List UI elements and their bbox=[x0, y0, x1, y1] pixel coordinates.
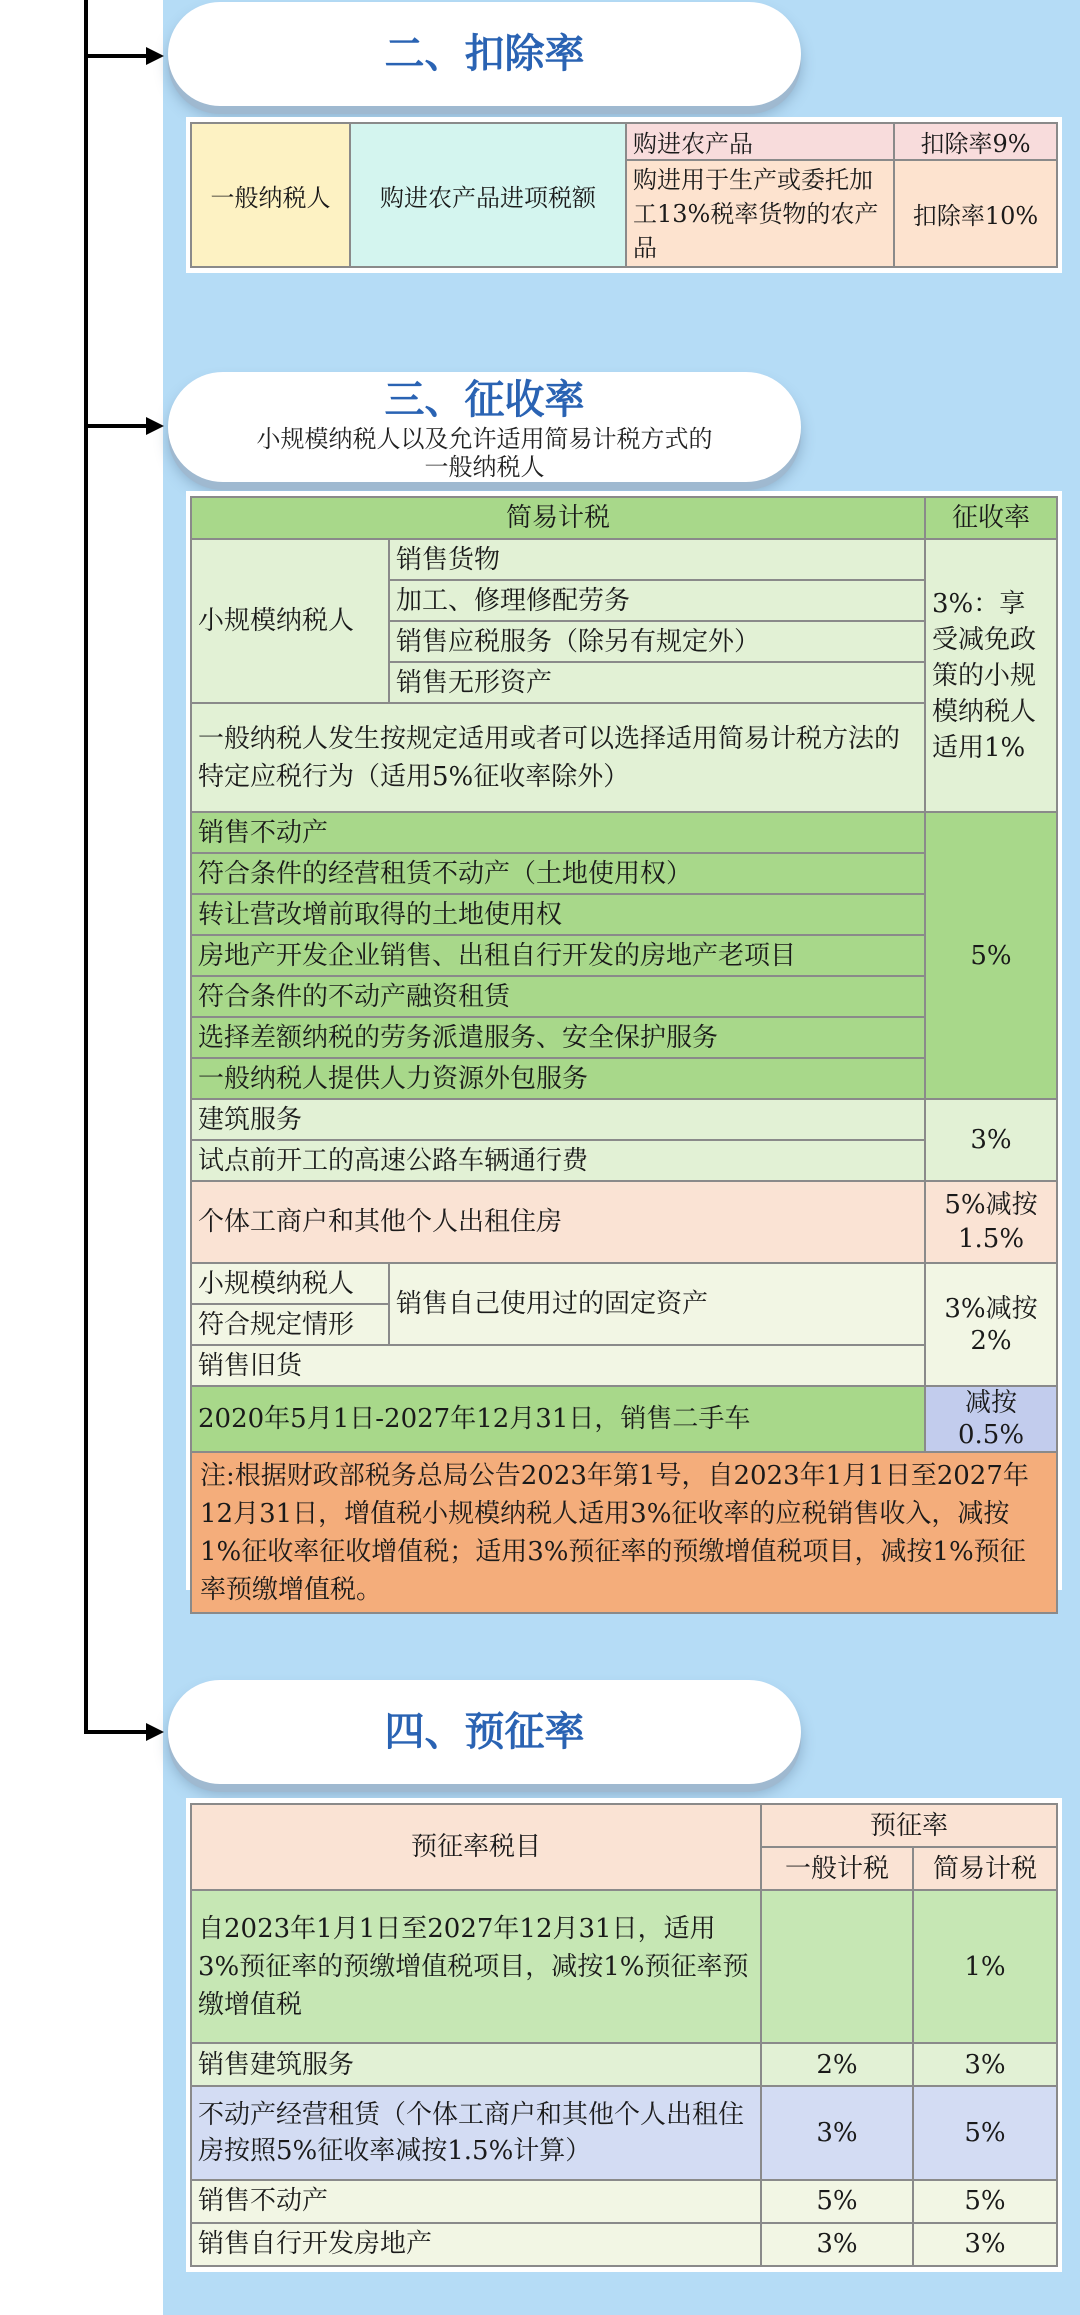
prepay-row-simple: 5% bbox=[913, 2086, 1057, 2179]
arrow-right-icon bbox=[146, 1723, 164, 1741]
section-3-title: 三、征收率 bbox=[384, 377, 585, 423]
prepay-table bbox=[190, 1803, 1058, 2267]
five-item: 一般纳税人提供人力资源外包服务 bbox=[191, 1058, 925, 1099]
item-cell: 购进农产品进项税额 bbox=[350, 123, 626, 267]
used-car-rate-cell: 减按0.5% bbox=[925, 1386, 1057, 1452]
small-item: 销售应税服务（除另有规定外） bbox=[389, 621, 925, 662]
arrow-right-icon bbox=[146, 47, 164, 65]
prepay-row-item: 销售不动产 bbox=[191, 2180, 761, 2223]
five-item: 选择差额纳税的劳务派遣服务、安全保护服务 bbox=[191, 1017, 925, 1058]
prepay-row-general: 2% bbox=[761, 2043, 913, 2086]
rate-3-small-cell: 3%：享受减免政策的小规模纳税人适用1% bbox=[925, 539, 1057, 812]
prepay-row-general: 3% bbox=[761, 2086, 913, 2179]
prepay-row-general bbox=[761, 1890, 913, 2043]
three-item: 试点前开工的高速公路车辆通行费 bbox=[191, 1140, 925, 1181]
prepay-row-item: 销售建筑服务 bbox=[191, 2043, 761, 2086]
prepay-row-general: 5% bbox=[761, 2180, 913, 2223]
deduction-table bbox=[190, 122, 1058, 268]
small-taxpayer-cell: 小规模纳税人 bbox=[191, 539, 389, 703]
prepay-row-simple: 3% bbox=[913, 2043, 1057, 2086]
prepay-head-simple: 简易计税 bbox=[913, 1847, 1057, 1890]
section-3-subtitle-line2: 一般纳税人 bbox=[424, 453, 545, 481]
section-2-header bbox=[168, 2, 801, 106]
prepay-row-general: 3% bbox=[761, 2223, 913, 2266]
prepay-head-rate: 预征率 bbox=[761, 1804, 1057, 1847]
five-item: 转让营改增前取得的土地使用权 bbox=[191, 894, 925, 935]
small-item: 销售无形资产 bbox=[389, 662, 925, 703]
used-car-cell: 2020年5月1日-2027年12月31日，销售二手车 bbox=[191, 1386, 925, 1452]
used-goods-cell: 销售旧货 bbox=[191, 1345, 925, 1386]
prepay-row-item: 销售自行开发房地产 bbox=[191, 2223, 761, 2266]
levy-table bbox=[190, 496, 1058, 1614]
individual-rent-cell: 个体工商户和其他个人出租住房 bbox=[191, 1181, 925, 1263]
qualified-cell: 符合规定情形 bbox=[191, 1304, 389, 1345]
row1-desc: 购进农产品 bbox=[626, 123, 894, 160]
rate-3-cell: 3% bbox=[925, 1099, 1057, 1181]
row1-rate: 扣除率9% bbox=[894, 123, 1057, 160]
prepay-head-general: 一般计税 bbox=[761, 1847, 913, 1890]
small-item: 加工、修理修配劳务 bbox=[389, 580, 925, 621]
individual-rate-cell: 5%减按1.5% bbox=[925, 1181, 1057, 1263]
prepay-head-item: 预征率税目 bbox=[191, 1804, 761, 1890]
five-item: 符合条件的不动产融资租赁 bbox=[191, 976, 925, 1017]
prepay-row-simple: 5% bbox=[913, 2180, 1057, 2223]
rate-5-cell: 5% bbox=[925, 812, 1057, 1099]
prepay-row-item: 不动产经营租赁（个体工商户和其他个人出租住房按照5%征收率减按1.5%计算） bbox=[191, 2086, 761, 2179]
row2-desc: 购进用于生产或委托加工13%税率货物的农产品 bbox=[626, 160, 894, 267]
section-2-title: 二、扣除率 bbox=[384, 31, 585, 77]
taxpayer-cell: 一般纳税人 bbox=[191, 123, 350, 267]
connector-branch-3 bbox=[84, 424, 148, 428]
section-3-subtitle-line1: 小规模纳税人以及允许适用简易计税方式的 bbox=[256, 425, 713, 453]
rate-3-to-2-cell: 3%减按2% bbox=[925, 1263, 1057, 1386]
small-taxpayer-2-cell: 小规模纳税人 bbox=[191, 1263, 389, 1304]
five-item: 销售不动产 bbox=[191, 812, 925, 853]
connector-branch-4 bbox=[84, 1730, 148, 1734]
used-assets-cell: 销售自己使用过的固定资产 bbox=[389, 1263, 925, 1345]
connector-vertical-line bbox=[84, 0, 88, 1734]
levy-head-left: 简易计税 bbox=[191, 497, 925, 539]
levy-head-right: 征收率 bbox=[925, 497, 1057, 539]
prepay-row-simple: 1% bbox=[913, 1890, 1057, 2043]
general-special-cell: 一般纳税人发生按规定适用或者可以选择适用简易计税方法的特定应税行为（适用5%征收率除外） bbox=[191, 703, 925, 812]
row2-rate: 扣除率10% bbox=[894, 160, 1057, 267]
note-cell: 注:根据财政部税务总局公告2023年第1号，自2023年1月1日至2027年12月31日，增值税小规模纳税人适用3%征收率的应税销售收入，减按1%征收率征收增值税；适用3%预征率的预缴增值税项目，减按1%预征率预缴增值税。 bbox=[191, 1452, 1057, 1613]
connector-branch-2 bbox=[84, 54, 148, 58]
section-4-title: 四、预征率 bbox=[384, 1709, 585, 1755]
three-item: 建筑服务 bbox=[191, 1099, 925, 1140]
section-4-header bbox=[168, 1680, 801, 1784]
section-3-header bbox=[168, 372, 801, 482]
small-item: 销售货物 bbox=[389, 539, 925, 580]
arrow-right-icon bbox=[146, 417, 164, 435]
five-item: 房地产开发企业销售、出租自行开发的房地产老项目 bbox=[191, 935, 925, 976]
five-item: 符合条件的经营租赁不动产（土地使用权） bbox=[191, 853, 925, 894]
prepay-row-item: 自2023年1月1日至2027年12月31日，适用3%预征率的预缴增值税项目，减按1%预征率预缴增值税 bbox=[191, 1890, 761, 2043]
prepay-row-simple: 3% bbox=[913, 2223, 1057, 2266]
